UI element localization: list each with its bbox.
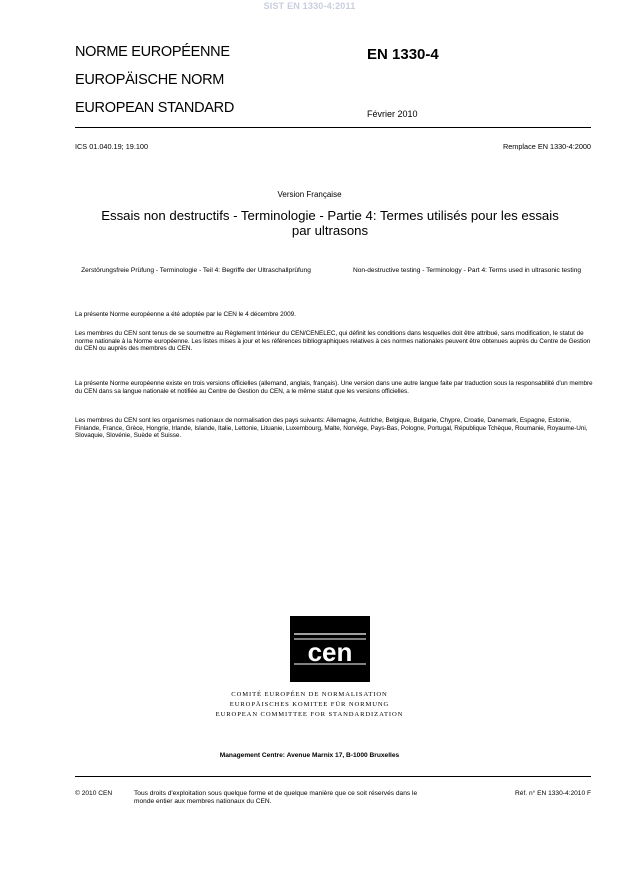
- standard-number: EN 1330-4: [367, 46, 439, 63]
- cen-logo: [290, 616, 370, 682]
- footer-divider: [75, 776, 591, 777]
- paragraph-members-list: Les membres du CEN sont les organismes nationaux de normalisation des pays suivants: Allemagne, Autriche, Belgique, Bulgarie, Chypre, Croatie, Danemark, Espagne, Estonie, Finlande, France, Grèce, Hongrie, Irlande, Islande, Italie, Lettonie, Lituanie, Luxembourg, Malte, Norvège, Pays-Bas, Pologne, Portugal, République Tchèque, Roumanie, Royaume-Uni, Slovaquie, Slovénie, Suède et Suisse.: [75, 417, 588, 440]
- rights-notice: Tous droits d'exploitation sous quelque forme et de quelque manière que ce soit réservés dans le monde entier aux membres nationaux du CEN.: [134, 790, 418, 805]
- reference-number: Réf. n° EN 1330-4:2010 F: [515, 790, 591, 797]
- watermark: SIST EN 1330-4:2011: [263, 1, 356, 11]
- document-title: Essais non destructifs - Terminologie - Partie 4: Termes utilisés pour les essais par ultrasons: [101, 208, 559, 238]
- standard-name-en: EUROPEAN STANDARD: [75, 100, 234, 116]
- publication-date: Février 2010: [367, 109, 418, 119]
- header-divider: [75, 127, 591, 128]
- german-title: Zerstörungsfreie Prüfung - Terminologie - Teil 4: Begriffe der Ultraschallprüfung: [81, 267, 311, 274]
- cen-logo-icon: [290, 616, 370, 682]
- paragraph-versions: La présente Norme européenne existe en trois versions officielles (allemand, anglais, français). Une version dans une autre langue faite par traduction sous la responsabilité d'un membre du CEN dans sa langue nationale et notifiée au Centre de Gestion du CEN, a le même statut que les versions officielles.: [75, 380, 593, 395]
- paragraph-members-rules: Les membres du CEN sont tenus de se soumettre au Règlement Intérieur du CEN/CENELEC, qui définit les conditions dans lesquelles doit être attribué, sans modification, le statut de norme nationale à la Norme européenne. Les listes mises à jour et les références bibliographiques relatives à ces normes nationales peuvent être obtenues auprès du Centre de Gestion du CEN ou auprès des membres du CEN.: [75, 330, 591, 353]
- committee-name-en: EUROPEAN COMMITTEE FOR STANDARDIZATION: [215, 711, 404, 718]
- paragraph-adoption: La présente Norme européenne a été adoptée par le CEN le 4 décembre 2009.: [75, 311, 296, 318]
- version-label: Version Française: [277, 190, 342, 199]
- ics-code: ICS 01.040.19; 19.100: [75, 142, 149, 151]
- english-title: Non-destructive testing - Terminology - Part 4: Terms used in ultrasonic testing: [352, 267, 582, 274]
- management-centre: Management Centre: Avenue Marnix 17, B-1000 Bruxelles: [219, 752, 400, 759]
- committee-name-fr: COMITÉ EUROPÉEN DE NORMALISATION: [231, 691, 388, 698]
- cen-logo-text: cen: [307, 637, 353, 667]
- standard-name-de: EUROPÄISCHE NORM: [75, 72, 225, 88]
- standard-name-fr: NORME EUROPÉENNE: [75, 44, 230, 60]
- committee-names: [0, 690, 619, 720]
- copyright: © 2010 CEN: [75, 790, 113, 797]
- committee-name-de: EUROPÄISCHES KOMITEE FÜR NORMUNG: [229, 701, 390, 708]
- replaces-note: Remplace EN 1330-4:2000: [502, 142, 591, 151]
